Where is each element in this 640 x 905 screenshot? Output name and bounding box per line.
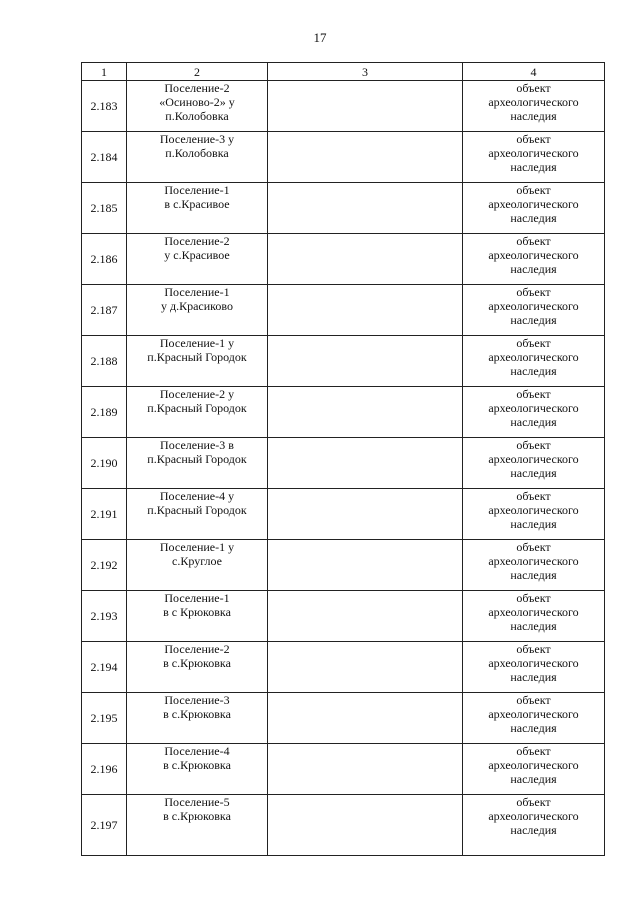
category-line: археологического bbox=[488, 299, 579, 313]
table-row bbox=[82, 183, 605, 234]
object-name-cell bbox=[127, 693, 268, 744]
category-line: наследия bbox=[510, 721, 557, 735]
category-cell bbox=[463, 132, 605, 183]
column-header-3: 3 bbox=[268, 63, 463, 81]
column-3-cell bbox=[268, 132, 463, 183]
object-name-line: Поселение-4 у bbox=[159, 489, 235, 503]
category-line: объект bbox=[516, 438, 551, 452]
object-name-cell bbox=[127, 744, 268, 795]
object-name-line: п.Красный Городок bbox=[147, 401, 247, 415]
table-row bbox=[82, 387, 605, 438]
object-name-line: в с.Крюковка bbox=[163, 707, 231, 721]
object-name-cell bbox=[127, 489, 268, 540]
column-header-4: 4 bbox=[463, 63, 605, 81]
object-name-line: п.Красный Городок bbox=[147, 503, 247, 517]
row-number-cell: 2.191 bbox=[82, 489, 127, 540]
category-cell bbox=[463, 795, 605, 856]
column-3-cell bbox=[268, 591, 463, 642]
table-row bbox=[82, 795, 605, 856]
column-3-cell bbox=[268, 489, 463, 540]
category-cell bbox=[463, 234, 605, 285]
column-3-cell bbox=[268, 285, 463, 336]
row-number-cell: 2.187 bbox=[82, 285, 127, 336]
row-number-cell: 2.192 bbox=[82, 540, 127, 591]
table-row bbox=[82, 285, 605, 336]
row-number-cell: 2.185 bbox=[82, 183, 127, 234]
category-line: археологического bbox=[488, 503, 579, 517]
object-name-cell bbox=[127, 81, 268, 132]
object-name-line: «Осиново-2» у bbox=[159, 95, 235, 109]
object-name-cell bbox=[127, 285, 268, 336]
category-line: объект bbox=[516, 540, 551, 554]
table-row bbox=[82, 489, 605, 540]
category-line: наследия bbox=[510, 415, 557, 429]
category-cell bbox=[463, 693, 605, 744]
category-cell bbox=[463, 438, 605, 489]
category-line: наследия bbox=[510, 466, 557, 480]
column-3-cell bbox=[268, 387, 463, 438]
column-3-cell bbox=[268, 540, 463, 591]
category-cell bbox=[463, 285, 605, 336]
object-name-line: п.Колобовка bbox=[165, 146, 229, 160]
object-name-cell bbox=[127, 336, 268, 387]
row-number-cell: 2.197 bbox=[82, 795, 127, 856]
category-cell bbox=[463, 81, 605, 132]
object-name-line: с.Круглое bbox=[172, 554, 222, 568]
object-name-line: п.Колобовка bbox=[165, 109, 229, 123]
table-row bbox=[82, 438, 605, 489]
category-line: наследия bbox=[510, 211, 557, 225]
row-number-cell: 2.193 bbox=[82, 591, 127, 642]
table-body bbox=[82, 81, 605, 856]
category-line: археологического bbox=[488, 401, 579, 415]
object-name-line: в с.Крюковка bbox=[163, 809, 231, 823]
category-cell bbox=[463, 642, 605, 693]
object-name-cell bbox=[127, 234, 268, 285]
category-line: наследия bbox=[510, 619, 557, 633]
object-name-line: п.Красный Городок bbox=[147, 452, 247, 466]
category-line: археологического bbox=[488, 95, 579, 109]
category-line: археологического bbox=[488, 146, 579, 160]
category-line: наследия bbox=[510, 517, 557, 531]
row-number-cell: 2.186 bbox=[82, 234, 127, 285]
column-3-cell bbox=[268, 183, 463, 234]
column-3-cell bbox=[268, 744, 463, 795]
object-name-line: Поселение-1 bbox=[164, 285, 230, 299]
object-name-cell bbox=[127, 540, 268, 591]
category-cell bbox=[463, 540, 605, 591]
table-row bbox=[82, 642, 605, 693]
category-line: наследия bbox=[510, 568, 557, 582]
category-line: археологического bbox=[488, 197, 579, 211]
category-line: археологического bbox=[488, 554, 579, 568]
category-line: наследия bbox=[510, 109, 557, 123]
table-row bbox=[82, 81, 605, 132]
row-number-cell: 2.189 bbox=[82, 387, 127, 438]
object-name-line: Поселение-1 bbox=[164, 183, 230, 197]
table-row bbox=[82, 693, 605, 744]
row-number-cell: 2.183 bbox=[82, 81, 127, 132]
object-name-line: Поселение-2 bbox=[164, 642, 230, 656]
heritage-objects-table bbox=[81, 62, 605, 856]
table-row bbox=[82, 234, 605, 285]
category-line: объект bbox=[516, 183, 551, 197]
category-line: археологического bbox=[488, 758, 579, 772]
row-number-cell: 2.184 bbox=[82, 132, 127, 183]
object-name-line: Поселение-3 bbox=[164, 693, 230, 707]
category-line: наследия bbox=[510, 772, 557, 786]
object-name-line: Поселение-3 у bbox=[159, 132, 235, 146]
column-3-cell bbox=[268, 693, 463, 744]
object-name-line: в с.Красивое bbox=[164, 197, 230, 211]
object-name-line: в с.Крюковка bbox=[163, 758, 231, 772]
category-line: объект bbox=[516, 132, 551, 146]
category-line: археологического bbox=[488, 350, 579, 364]
category-line: археологического bbox=[488, 248, 579, 262]
category-line: археологического bbox=[488, 707, 579, 721]
page-number: 17 bbox=[313, 30, 327, 45]
category-line: наследия bbox=[510, 823, 557, 837]
category-line: археологического bbox=[488, 605, 579, 619]
category-line: объект bbox=[516, 795, 551, 809]
column-3-cell bbox=[268, 81, 463, 132]
category-line: объект bbox=[516, 744, 551, 758]
object-name-cell bbox=[127, 591, 268, 642]
row-number-cell: 2.188 bbox=[82, 336, 127, 387]
object-name-line: Поселение-4 bbox=[164, 744, 230, 758]
category-line: археологического bbox=[488, 656, 579, 670]
category-cell bbox=[463, 744, 605, 795]
table-row bbox=[82, 132, 605, 183]
object-name-line: Поселение-1 bbox=[164, 591, 230, 605]
table-header-row bbox=[82, 63, 605, 81]
category-line: объект bbox=[516, 81, 551, 95]
category-line: объект bbox=[516, 234, 551, 248]
category-line: объект bbox=[516, 285, 551, 299]
object-name-line: Поселение-3 в bbox=[160, 438, 234, 452]
category-cell bbox=[463, 387, 605, 438]
object-name-line: у д.Красиково bbox=[161, 299, 233, 313]
table-row bbox=[82, 336, 605, 387]
category-line: наследия bbox=[510, 313, 557, 327]
object-name-line: Поселение-2 bbox=[164, 234, 230, 248]
category-line: объект bbox=[516, 489, 551, 503]
object-name-line: у с.Красивое bbox=[164, 248, 230, 262]
object-name-line: в с Крюковка bbox=[163, 605, 231, 619]
category-line: наследия bbox=[510, 262, 557, 276]
table-row bbox=[82, 744, 605, 795]
category-cell bbox=[463, 336, 605, 387]
column-3-cell bbox=[268, 438, 463, 489]
category-line: объект bbox=[516, 591, 551, 605]
category-line: наследия bbox=[510, 160, 557, 174]
category-line: наследия bbox=[510, 364, 557, 378]
object-name-line: Поселение-2 bbox=[164, 81, 230, 95]
column-3-cell bbox=[268, 795, 463, 856]
table-row bbox=[82, 540, 605, 591]
object-name-cell bbox=[127, 795, 268, 856]
category-line: объект bbox=[516, 693, 551, 707]
object-name-line: Поселение-2 у bbox=[159, 387, 235, 401]
object-name-cell bbox=[127, 438, 268, 489]
row-number-cell: 2.194 bbox=[82, 642, 127, 693]
column-header-2: 2 bbox=[127, 63, 268, 81]
object-name-line: п.Красный Городок bbox=[147, 350, 247, 364]
column-3-cell bbox=[268, 336, 463, 387]
category-cell bbox=[463, 591, 605, 642]
category-line: археологического bbox=[488, 809, 579, 823]
category-cell bbox=[463, 183, 605, 234]
object-name-line: Поселение-1 у bbox=[159, 336, 235, 350]
category-line: объект bbox=[516, 642, 551, 656]
table-row bbox=[82, 591, 605, 642]
object-name-cell bbox=[127, 387, 268, 438]
row-number-cell: 2.196 bbox=[82, 744, 127, 795]
object-name-cell bbox=[127, 132, 268, 183]
category-line: наследия bbox=[510, 670, 557, 684]
row-number-cell: 2.190 bbox=[82, 438, 127, 489]
category-cell bbox=[463, 489, 605, 540]
column-header-1: 1 bbox=[82, 63, 127, 81]
object-name-line: Поселение-1 у bbox=[159, 540, 235, 554]
column-3-cell bbox=[268, 642, 463, 693]
category-line: археологического bbox=[488, 452, 579, 466]
object-name-cell bbox=[127, 183, 268, 234]
object-name-cell bbox=[127, 642, 268, 693]
column-3-cell bbox=[268, 234, 463, 285]
object-name-line: в с.Крюковка bbox=[163, 656, 231, 670]
category-line: объект bbox=[516, 387, 551, 401]
row-number-cell: 2.195 bbox=[82, 693, 127, 744]
category-line: объект bbox=[516, 336, 551, 350]
object-name-line: Поселение-5 bbox=[164, 795, 230, 809]
